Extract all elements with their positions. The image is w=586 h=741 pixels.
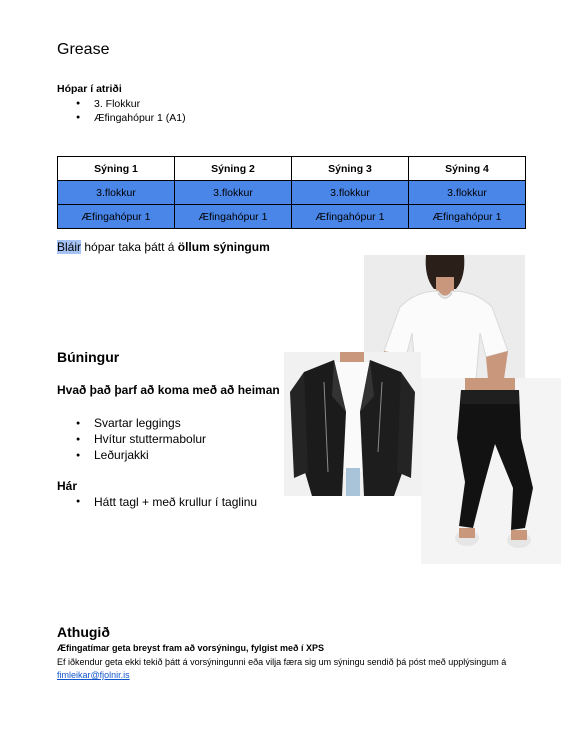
attention-text: Ef iðkendur geta ekki tekið þátt á vorsýningunni eða vilja færa sig um sýningu sendið þá póst með upplýsingum á bbox=[57, 657, 507, 667]
table-cell: Æfingahópur 1 bbox=[58, 205, 175, 229]
table-cell: 3.flokkur bbox=[292, 181, 409, 205]
document-title: Grease bbox=[57, 41, 110, 58]
list-item: ● Leðurjakki bbox=[74, 447, 206, 463]
participation-note bbox=[57, 240, 270, 254]
leather-jacket-photo bbox=[284, 352, 421, 496]
note-text: hópar taka þátt á bbox=[81, 240, 178, 254]
highlighted-word: Bláir bbox=[57, 240, 82, 254]
table-header-cell: Sýning 1 bbox=[58, 157, 175, 181]
attention-heading: Athugið bbox=[57, 624, 110, 640]
table-header-cell: Sýning 2 bbox=[175, 157, 292, 181]
note-bold-text: öllum sýningum bbox=[177, 240, 270, 254]
list-item: ● Svartar leggings bbox=[74, 415, 206, 431]
table-header-cell: Sýning 4 bbox=[409, 157, 526, 181]
table-cell: Æfingahópur 1 bbox=[175, 205, 292, 229]
leather-jacket-image bbox=[284, 352, 421, 496]
table-cell: 3.flokkur bbox=[175, 181, 292, 205]
hair-heading: Hár bbox=[57, 479, 78, 493]
attention-body bbox=[57, 656, 527, 682]
attention-subheading: Æfingatímar geta breyst fram að vorsýningu, fylgist með í XPS bbox=[57, 643, 325, 653]
table-cell: Æfingahópur 1 bbox=[292, 205, 409, 229]
list-item: ● Hátt tagl + með krullur í taglinu bbox=[74, 494, 257, 510]
list-item: ● Hvítur stuttermabolur bbox=[74, 431, 206, 447]
hair-list bbox=[74, 494, 257, 510]
table-cell: Æfingahópur 1 bbox=[409, 205, 526, 229]
black-leggings-photo bbox=[421, 378, 561, 564]
black-leggings-image bbox=[421, 378, 561, 564]
groups-list bbox=[74, 97, 186, 125]
table-header-cell: Sýning 3 bbox=[292, 157, 409, 181]
table-cell: 3.flokkur bbox=[409, 181, 526, 205]
bring-from-home-heading: Hvað það þarf að koma með að heiman bbox=[57, 383, 280, 397]
table-header-row bbox=[58, 157, 526, 181]
table-row bbox=[58, 205, 526, 229]
list-item: ● Æfingahópur 1 (A1) bbox=[74, 111, 186, 125]
list-item: ● 3. Flokkur bbox=[74, 97, 186, 111]
email-link[interactable]: fimleikar@fjolnir.is bbox=[57, 670, 130, 680]
schedule-table bbox=[57, 156, 526, 229]
table-row bbox=[58, 181, 526, 205]
bring-from-home-list bbox=[74, 415, 206, 463]
table-cell: 3.flokkur bbox=[58, 181, 175, 205]
costume-heading: Búningur bbox=[57, 349, 120, 365]
groups-heading: Hópar í atriði bbox=[57, 83, 122, 95]
